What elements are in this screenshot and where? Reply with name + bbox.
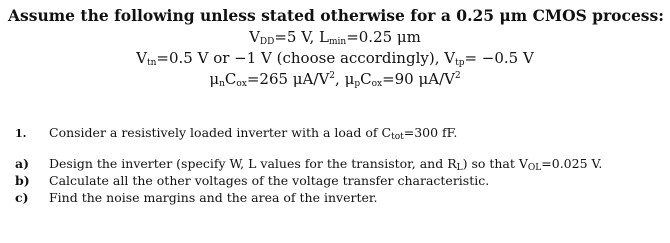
question-1 <box>15 125 457 140</box>
vtp-value: = −0.5 V <box>464 49 534 67</box>
rl-subscript: L <box>456 163 463 173</box>
ctot-subscript: tot <box>391 132 404 142</box>
cox-symbol: C <box>224 70 237 88</box>
vol-symbol: V <box>518 156 528 171</box>
vdd-value: =5 V, <box>274 28 319 46</box>
vol-subscript: OL <box>527 163 542 173</box>
lmin-symbol: L <box>319 28 329 46</box>
part-c-text: Find the noise margins and the area of the inverter. <box>49 190 378 205</box>
mup-subscript: p <box>354 79 361 89</box>
part-a-label: a) <box>15 156 30 171</box>
ctot-value: =300 fF. <box>403 125 458 140</box>
vtn-symbol: V <box>136 49 147 67</box>
cox-symbol-2: C <box>360 70 372 88</box>
kn-squared: 2 <box>329 71 336 81</box>
part-c <box>15 190 377 205</box>
part-a <box>15 156 602 171</box>
vol-value: =0.025 V. <box>541 156 603 171</box>
part-a-mid: ) so that <box>462 156 519 171</box>
ctot-symbol: C <box>381 125 392 140</box>
kp-squared: 2 <box>454 71 461 81</box>
part-b-text: Calculate all the other voltages of the voltage transfer characteristic. <box>49 173 490 188</box>
lmin-value: =0.25 μm <box>346 28 421 46</box>
cox-subscript: ox <box>236 79 247 89</box>
separator: , <box>335 70 345 88</box>
vdd-subscript: DD <box>259 37 275 47</box>
question-number: 1. <box>15 127 27 140</box>
vtn-value: =0.5 V or −1 V (choose accordingly), <box>156 49 445 67</box>
vdd-symbol: V <box>249 28 260 46</box>
cox-subscript-2: ox <box>371 79 383 89</box>
vtn-subscript: tn <box>146 58 157 68</box>
part-a-text: Design the inverter (specify W, L values for the transistor, and <box>49 156 448 171</box>
rl-symbol: R <box>447 156 457 171</box>
supply-and-length-line <box>0 28 670 46</box>
part-c-label: c) <box>15 190 29 205</box>
part-b <box>15 173 489 188</box>
process-transconductance-line <box>0 70 670 88</box>
mup-symbol: μ <box>344 70 355 88</box>
kn-value: =265 μA/V <box>246 70 330 88</box>
part-b-label: b) <box>15 173 30 188</box>
vtp-subscript: tp <box>455 58 465 68</box>
lmin-subscript: min <box>328 37 347 47</box>
kp-value: =90 μA/V <box>382 70 455 88</box>
question-text: Consider a resistively loaded inverter with a load of <box>49 125 382 140</box>
assumptions-heading: Assume the following unless stated otherwise for a 0.25 μm CMOS process: <box>8 6 664 25</box>
vtp-symbol: V <box>444 49 456 67</box>
mun-subscript: n <box>219 79 225 89</box>
mun-symbol: μ <box>209 70 220 88</box>
threshold-voltage-line <box>0 49 670 67</box>
